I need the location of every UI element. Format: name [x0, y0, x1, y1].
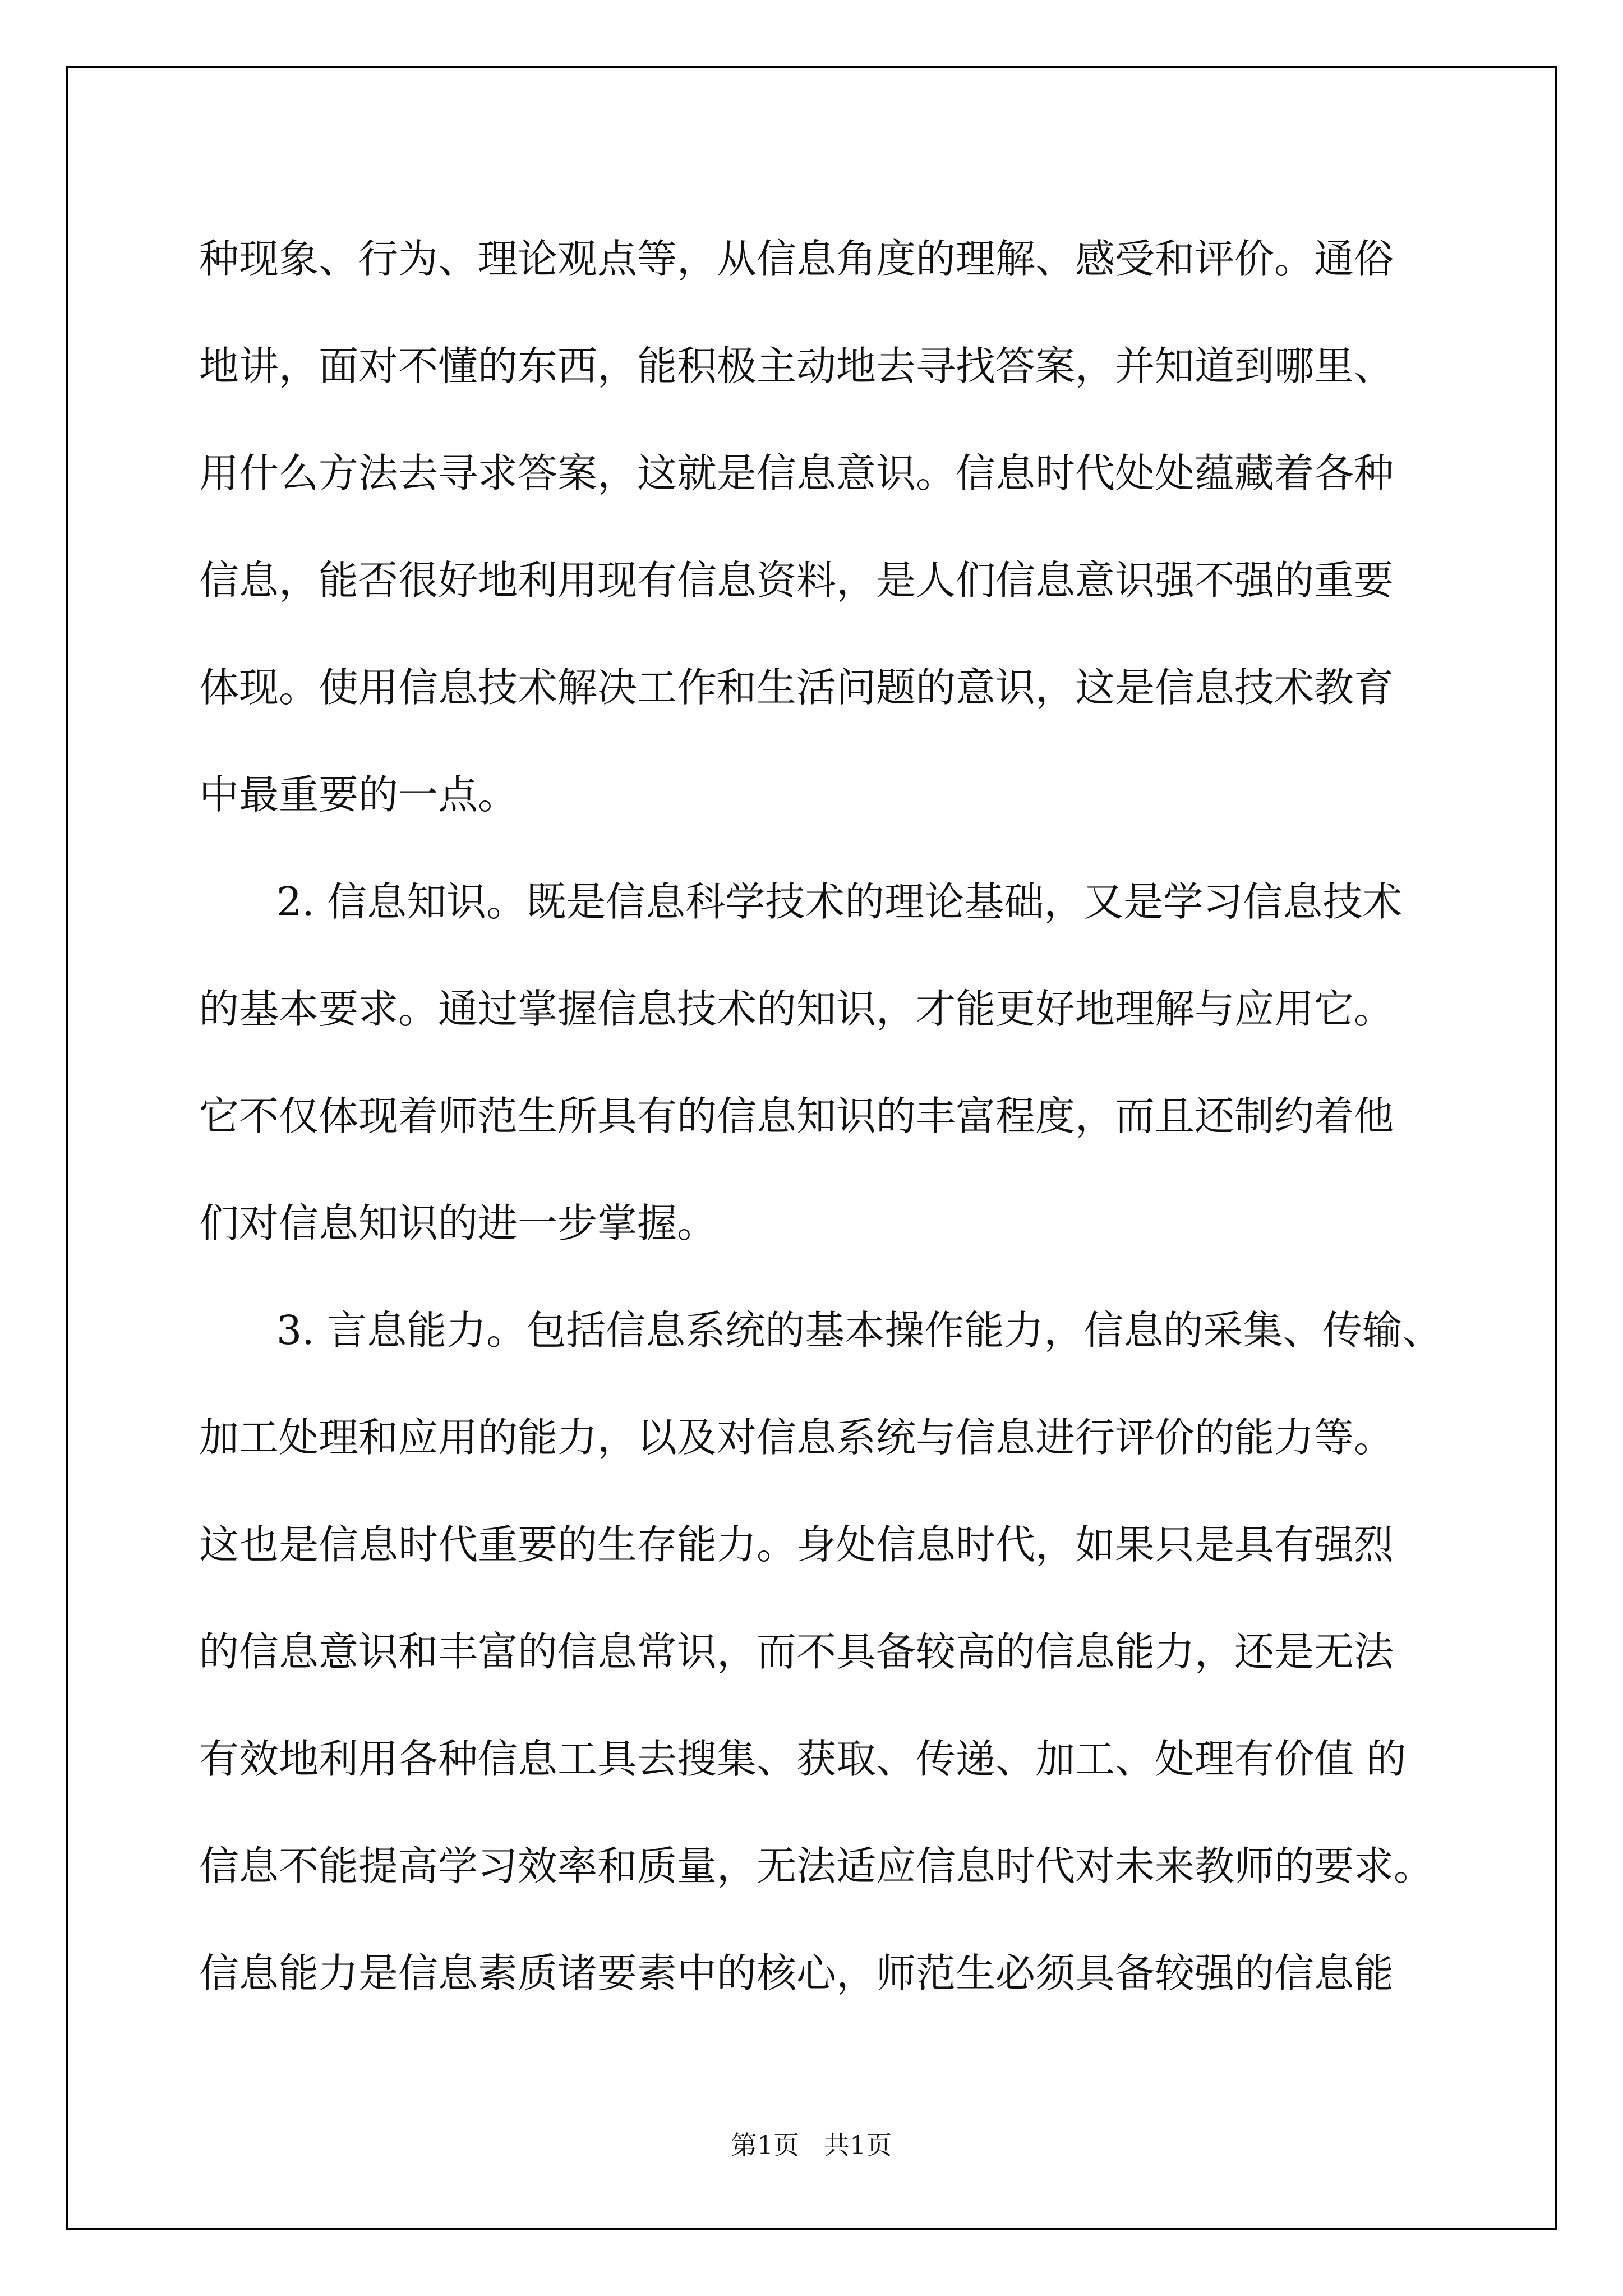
body-line: 这也是信息时代重要的生存能力。身处信息时代，如果只是具有强烈 — [199, 1521, 1394, 1568]
body-line: 体现。使用信息技术解决工作和生活问题的意识，这是信息技术教育 — [199, 664, 1394, 711]
paragraph-start-line: 3. 言息能力。包括信息系统的基本操作能力，信息的采集、传输、 — [276, 1307, 1442, 1354]
body-line: 加工处理和应用的能力，以及对信息系统与信息进行评价的能力等。 — [199, 1414, 1394, 1461]
body-line: 信息，能否很好地利用现有信息资料，是人们信息意识强不强的重要 — [199, 557, 1394, 604]
body-line: 的基本要求。通过掌握信息技术的知识，才能更好地理解与应用它。 — [199, 986, 1394, 1032]
document-body — [199, 205, 1442, 2027]
body-line: 地讲，面对不懂的东西，能积极主动地去寻找答案，并知道到哪里、 — [199, 343, 1394, 389]
body-line: 们对信息知识的进一步掌握。 — [199, 1200, 717, 1246]
page-total-label: 共1页 — [824, 2130, 892, 2160]
body-line: 它不仅体现着师范生所具有的信息知识的丰富程度，而且还制约着他 — [199, 1093, 1394, 1139]
page-footer — [0, 2125, 1623, 2162]
paragraph-start-line: 2. 信息知识。既是信息科学技术的理论基础，又是学习信息技术 — [276, 878, 1403, 925]
body-line: 中最重要的一点。 — [199, 771, 518, 818]
body-line: 信息不能提高学习效率和质量，无法适应信息时代对未来教师的要求。 — [199, 1843, 1434, 1889]
body-line: 用什么方法去寻求答案，这就是信息意识。信息时代处处蕴藏着各种 — [199, 450, 1394, 496]
body-line: 的信息意识和丰富的信息常识，而不具备较高的信息能力，还是无法 — [199, 1628, 1394, 1675]
body-line: 信息能力是信息素质诸要素中的核心，师范生必须具备较强的信息能 — [199, 1950, 1394, 1996]
body-line: 种现象、行为、理论观点等，从信息角度的理解、感受和评价。通俗 — [199, 236, 1394, 282]
page-current-label: 第1页 — [731, 2130, 799, 2160]
body-line: 有效地利用各种信息工具去搜集、获取、传递、加工、处理有价值 的 — [199, 1736, 1407, 1782]
